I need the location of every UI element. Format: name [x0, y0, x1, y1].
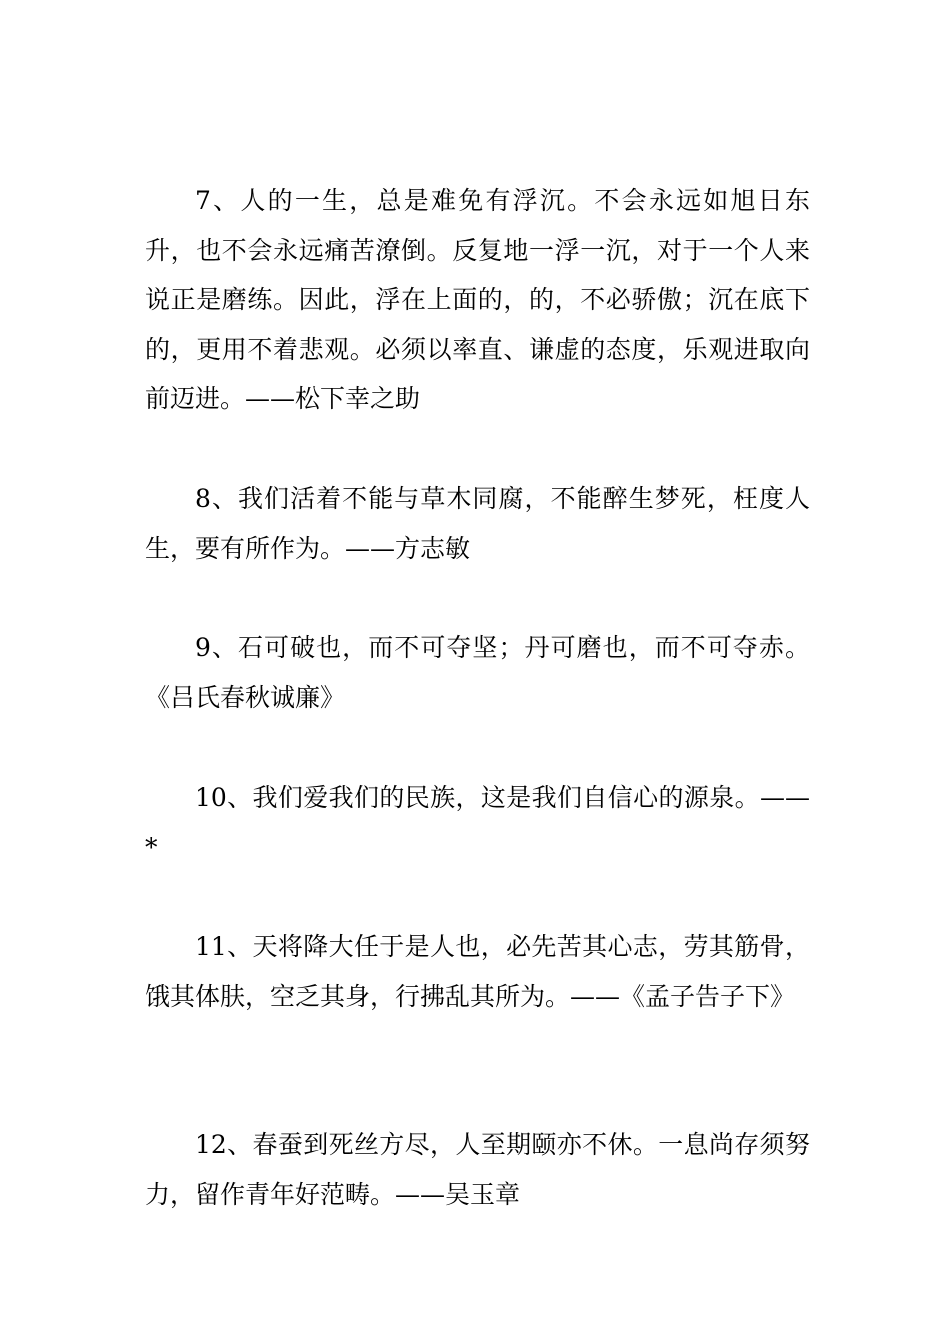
quote-paragraph-8: 8、我们活着不能与草木同腐，不能醉生梦死，枉度人生，要有所作为。——方志敏 [145, 484, 810, 563]
quote-paragraph-10: 10、我们爱我们的民族，这是我们自信心的源泉。——* [145, 783, 810, 862]
quote-paragraph-7: 7、人的一生，总是难免有浮沉。不会永远如旭日东升，也不会永远痛苦潦倒。反复地一浮一沉，对于一个人来说正是磨练。因此，浮在上面的，的，不必骄傲；沉在底下的，更用不着悲观。必须以率直、谦虚的态度，乐观进取向前迈进。——松下幸之助 [145, 186, 810, 413]
quote-paragraph-11: 11、天将降大任于是人也，必先苦其心志，劳其筋骨，饿其体肤，空乏其身，行拂乱其所为。——《孟子告子下》 [145, 932, 810, 1011]
quote-paragraph-9: 9、石可破也，而不可夺坚；丹可磨也，而不可夺赤。《吕氏春秋诚廉》 [145, 633, 810, 712]
quote-paragraph-12: 12、春蚕到死丝方尽，人至期颐亦不休。一息尚存须努力，留作青年好范畴。——吴玉章 [145, 1130, 810, 1209]
